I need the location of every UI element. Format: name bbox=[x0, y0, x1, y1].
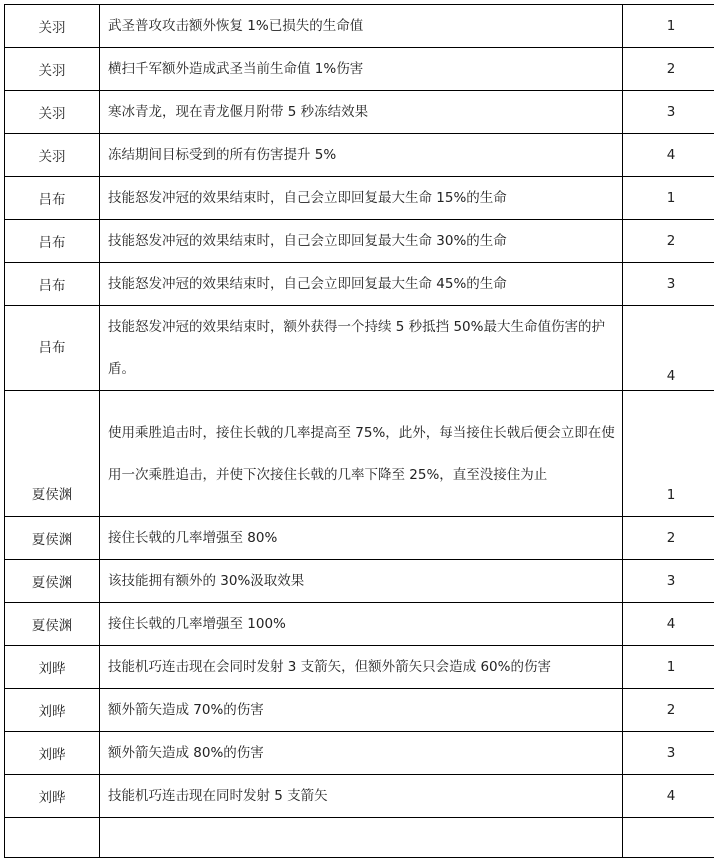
talent-description-cell: 横扫千军额外造成武圣当前生命值 1%伤害 bbox=[100, 48, 623, 91]
hero-name-cell: 关羽 bbox=[5, 91, 100, 134]
table-row bbox=[5, 603, 714, 646]
talent-description-cell: 寒冰青龙，现在青龙偃月附带 5 秒冻结效果 bbox=[100, 91, 623, 134]
talent-level-cell: 4 bbox=[623, 134, 714, 177]
hero-name-cell: 吕布 bbox=[5, 306, 100, 391]
talent-level-cell: 2 bbox=[623, 220, 714, 263]
table-row bbox=[5, 134, 714, 177]
table-row bbox=[5, 177, 714, 220]
table-row bbox=[5, 263, 714, 306]
table-row bbox=[5, 391, 714, 517]
hero-name-cell: 刘晔 bbox=[5, 646, 100, 689]
talent-level-cell: 1 bbox=[623, 5, 714, 48]
hero-name-cell: 夏侯渊 bbox=[5, 603, 100, 646]
talent-description-cell: 技能机巧连击现在同时发射 5 支箭矢 bbox=[100, 775, 623, 818]
hero-name-cell: 吕布 bbox=[5, 220, 100, 263]
talent-level-cell: 2 bbox=[623, 689, 714, 732]
table-row bbox=[5, 306, 714, 391]
table-row-empty bbox=[5, 818, 714, 858]
table-row bbox=[5, 91, 714, 134]
talent-level-cell: 2 bbox=[623, 517, 714, 560]
hero-name-cell: 关羽 bbox=[5, 134, 100, 177]
empty-cell bbox=[623, 818, 714, 858]
hero-name-cell: 刘晔 bbox=[5, 732, 100, 775]
hero-name-cell: 吕布 bbox=[5, 177, 100, 220]
talent-description-cell: 冻结期间目标受到的所有伤害提升 5% bbox=[100, 134, 623, 177]
empty-cell bbox=[100, 818, 623, 858]
talent-level-cell: 1 bbox=[623, 177, 714, 220]
talent-level-cell: 4 bbox=[623, 306, 714, 391]
talent-level-cell: 4 bbox=[623, 603, 714, 646]
hero-name-cell: 夏侯渊 bbox=[5, 517, 100, 560]
hero-name-cell: 吕布 bbox=[5, 263, 100, 306]
talent-table bbox=[4, 4, 714, 858]
talent-description-cell: 接住长戟的几率增强至 80% bbox=[100, 517, 623, 560]
hero-name-cell: 刘晔 bbox=[5, 775, 100, 818]
hero-name-cell: 关羽 bbox=[5, 48, 100, 91]
empty-cell bbox=[5, 818, 100, 858]
talent-description-cell: 该技能拥有额外的 30%汲取效果 bbox=[100, 560, 623, 603]
talent-level-cell: 2 bbox=[623, 48, 714, 91]
table-row bbox=[5, 48, 714, 91]
talent-description-cell: 技能怒发冲冠的效果结束时，自己会立即回复最大生命 45%的生命 bbox=[100, 263, 623, 306]
talent-description-cell: 武圣普攻攻击额外恢复 1%已损失的生命值 bbox=[100, 5, 623, 48]
talent-level-cell: 3 bbox=[623, 263, 714, 306]
table-row bbox=[5, 689, 714, 732]
talent-level-cell: 4 bbox=[623, 775, 714, 818]
talent-description-cell: 使用乘胜追击时，接住长戟的几率提高至 75%，此外，每当接住长戟后便会立即在使用一次乘胜追击，并使下次接住长戟的几率下降至 25%，直至没接住为止 bbox=[100, 391, 623, 517]
hero-name-cell: 刘晔 bbox=[5, 689, 100, 732]
table-row bbox=[5, 5, 714, 48]
talent-level-cell: 3 bbox=[623, 732, 714, 775]
table-row bbox=[5, 646, 714, 689]
talent-description-cell: 技能怒发冲冠的效果结束时，额外获得一个持续 5 秒抵挡 50%最大生命值伤害的护盾。 bbox=[100, 306, 623, 391]
table-row bbox=[5, 732, 714, 775]
hero-name-cell: 夏侯渊 bbox=[5, 391, 100, 517]
hero-name-cell: 夏侯渊 bbox=[5, 560, 100, 603]
table-row bbox=[5, 560, 714, 603]
talent-description-cell: 额外箭矢造成 70%的伤害 bbox=[100, 689, 623, 732]
table-row bbox=[5, 220, 714, 263]
talent-level-cell: 3 bbox=[623, 560, 714, 603]
talent-description-cell: 技能机巧连击现在会同时发射 3 支箭矢，但额外箭矢只会造成 60%的伤害 bbox=[100, 646, 623, 689]
table-row bbox=[5, 517, 714, 560]
talent-description-cell: 技能怒发冲冠的效果结束时，自己会立即回复最大生命 30%的生命 bbox=[100, 220, 623, 263]
talent-description-cell: 技能怒发冲冠的效果结束时，自己会立即回复最大生命 15%的生命 bbox=[100, 177, 623, 220]
talent-level-cell: 1 bbox=[623, 391, 714, 517]
hero-name-cell: 关羽 bbox=[5, 5, 100, 48]
talent-level-cell: 1 bbox=[623, 646, 714, 689]
talent-level-cell: 3 bbox=[623, 91, 714, 134]
talent-description-cell: 接住长戟的几率增强至 100% bbox=[100, 603, 623, 646]
table-row bbox=[5, 775, 714, 818]
talent-description-cell: 额外箭矢造成 80%的伤害 bbox=[100, 732, 623, 775]
